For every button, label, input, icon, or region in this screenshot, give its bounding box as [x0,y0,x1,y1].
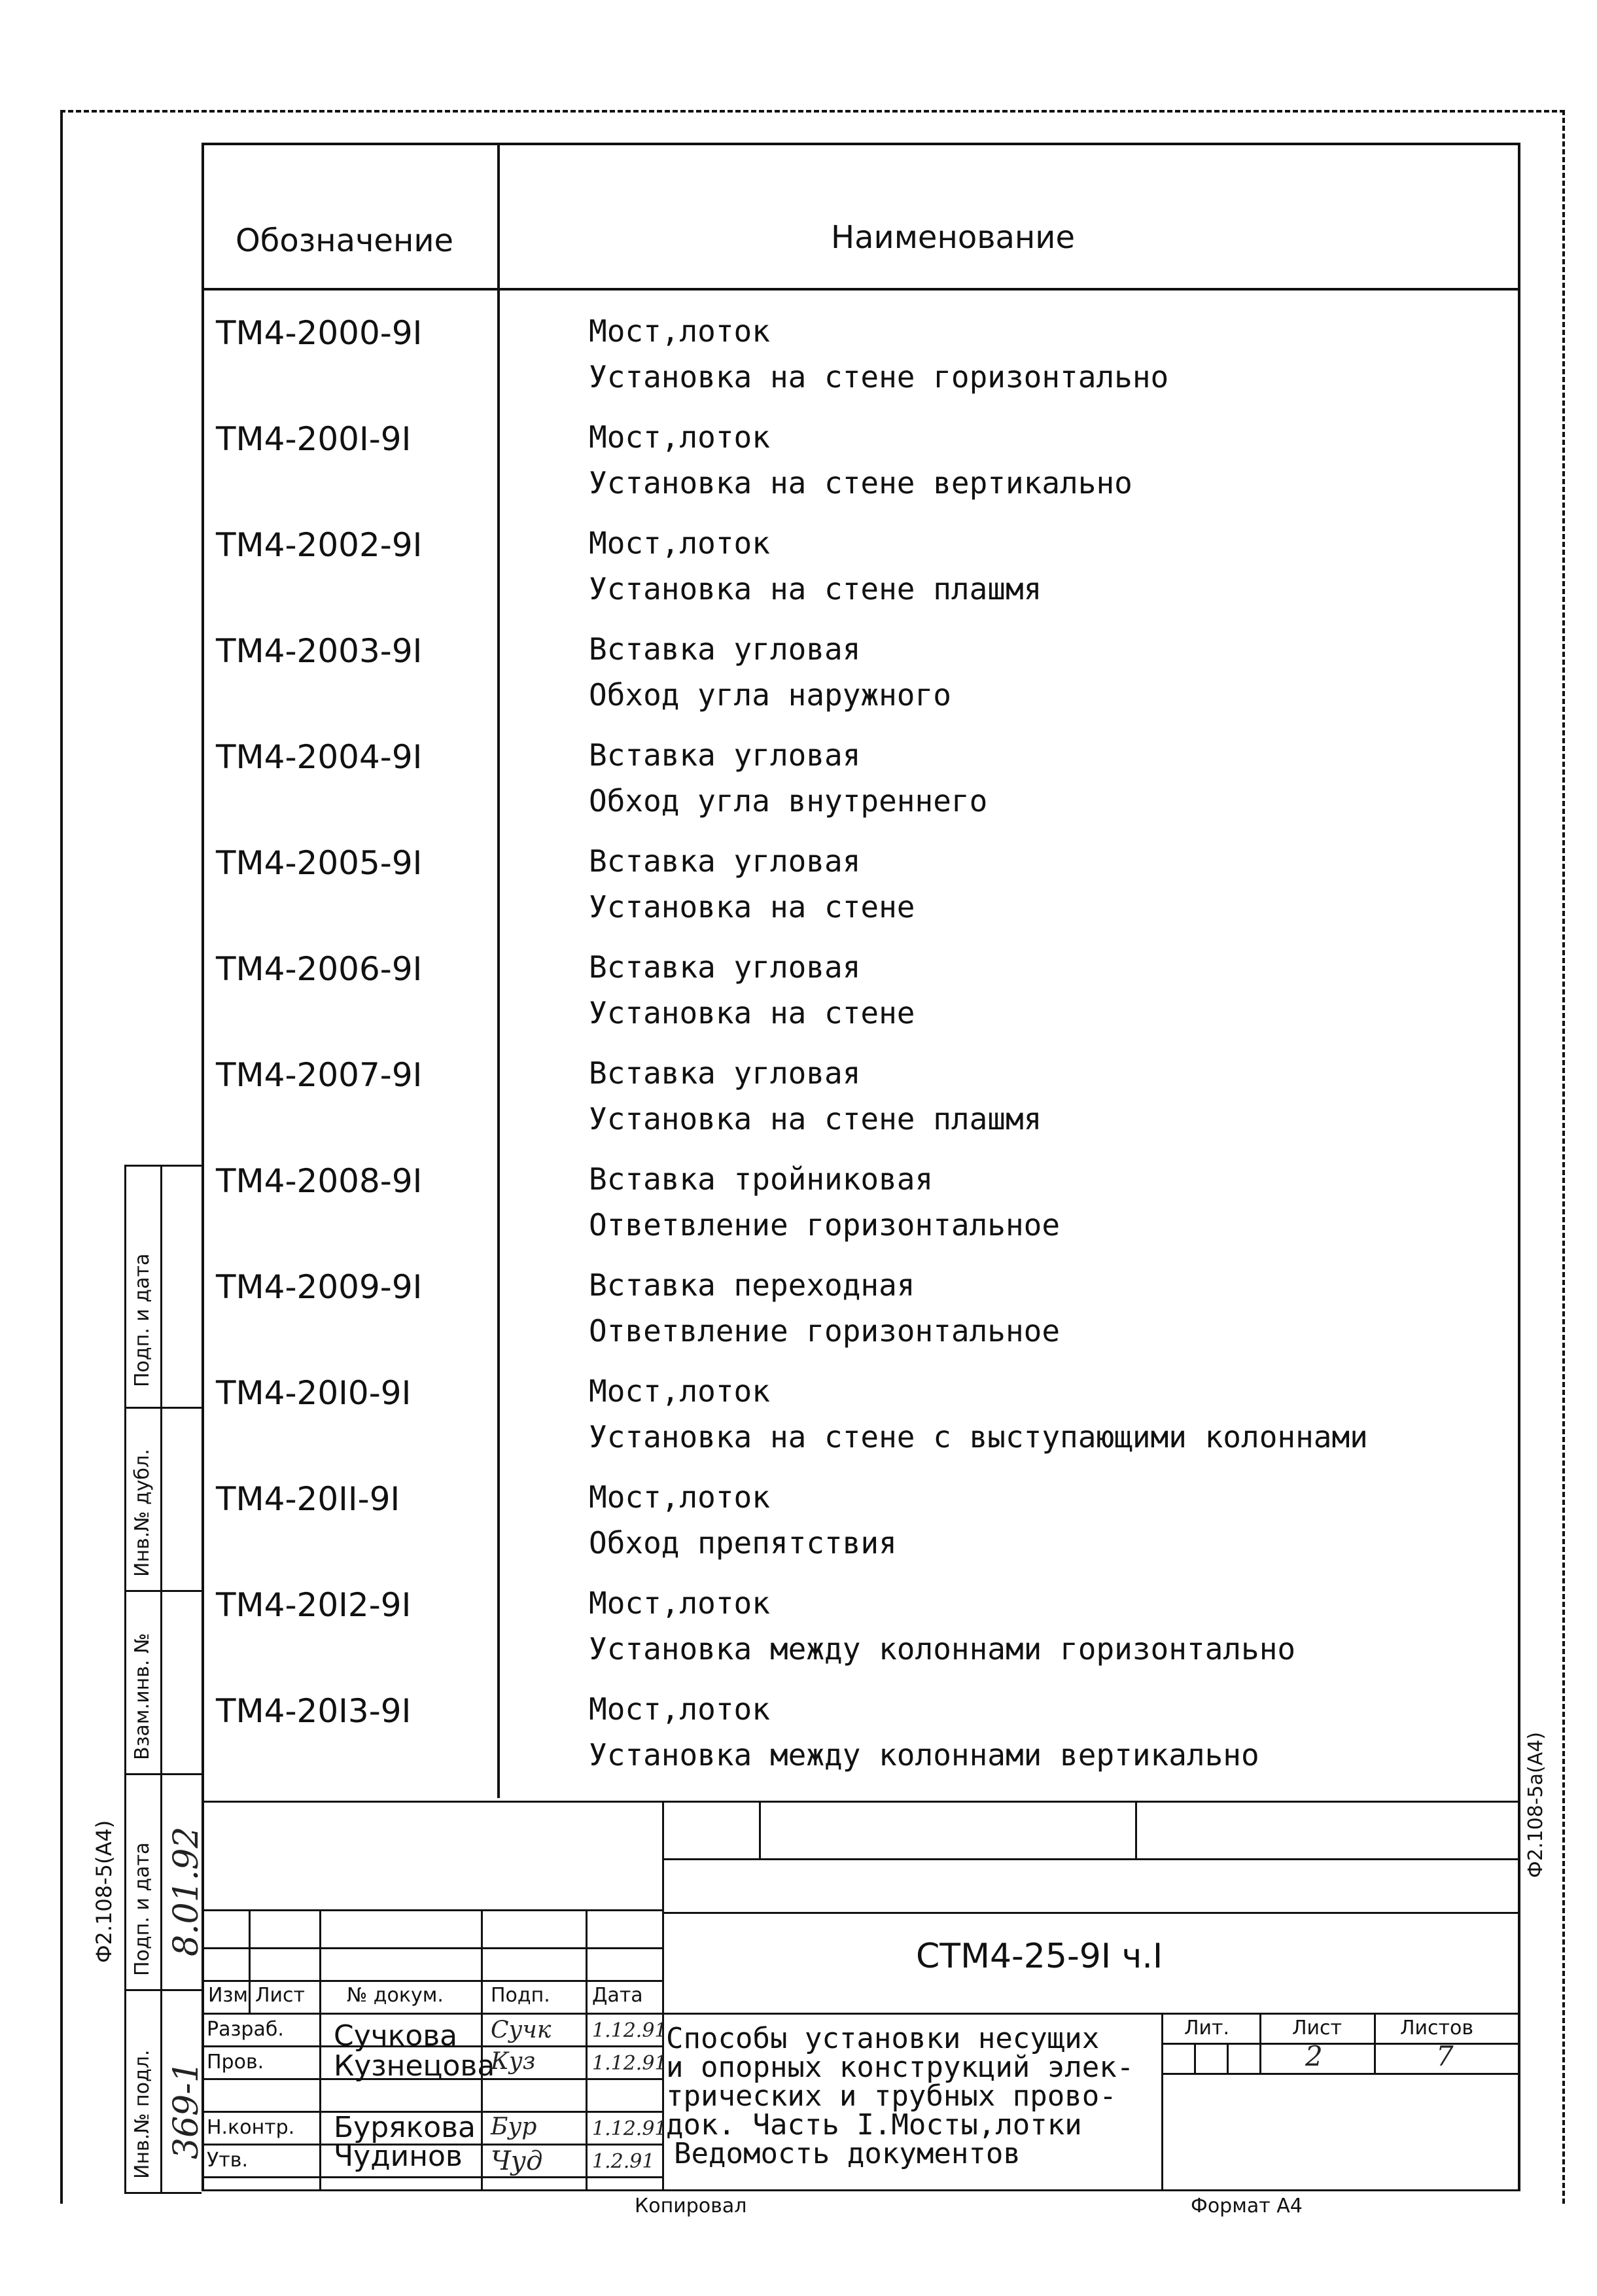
row-name-2: Установка между колоннами вертикально [589,1737,1259,1773]
stamp-v-2 [759,1801,761,1858]
row-name-1: Мост,лоток [589,313,770,349]
row-name-1: Мост,лоток [589,1373,770,1409]
row-name-2: Установка на стене [589,995,915,1031]
row-name-1: Вставка тройниковая [589,1161,934,1197]
handwritten-date: 8.01.92 [167,1826,206,1956]
side-inv-orig: Инв.№ подл. [131,2049,154,2179]
strip-line-4 [124,1773,202,1775]
col-sign: Подп. [491,1984,550,2007]
strip-line-2 [124,1407,202,1409]
stamp-line-d [662,1912,1520,1914]
row-name-1: Вставка угловая [589,1055,861,1091]
row-code: ТМ4-2003-9I [216,632,423,670]
stamp-v-list [319,1909,321,2189]
right-form-code: Ф2.108-5а(А4) [1524,1731,1547,1878]
strip-line-3 [124,1590,202,1592]
stamp-v-izm [249,1909,251,2013]
sign-approver: Чуд [491,2146,543,2176]
row-code: ТМ4-20I0-9I [216,1374,412,1412]
frame-left-line [60,110,63,2204]
col-list: Лист [255,1984,306,2007]
row-name-2: Ответвление горизонтальное [589,1313,1061,1349]
row-name-2: Установка на стене [589,889,915,925]
stamp-lit-line [1161,2043,1520,2045]
stamp-v-lit-a [1194,2043,1196,2073]
strip-line-5 [124,1989,202,1991]
date-norm-control: 1.12.91 [592,2117,667,2140]
frame-right-line [1562,110,1565,2204]
stamp-lit-line-3 [1161,2189,1520,2191]
date-developer: 1.12.91 [592,2019,667,2042]
row-code: ТМ4-2007-9I [216,1056,423,1094]
row-name-1: Вставка переходная [589,1267,915,1303]
row-code: ТМ4-2004-9I [216,738,423,776]
handwritten-inv-number: 369-1 [167,2061,206,2159]
row-code: ТМ4-200I-9I [216,420,412,458]
row-code: ТМ4-2009-9I [216,1268,423,1306]
date-checker: 1.12.91 [592,2052,667,2075]
stamp-v-sheets [1374,2013,1376,2073]
sign-developer: Сучк [491,2017,552,2043]
table-top-line [202,143,1520,145]
row-code: ТМ4-2002-9I [216,526,423,564]
table-column-divider [497,143,500,1798]
row-name-1: Вставка угловая [589,843,861,879]
stamp-line-e [202,1980,662,1982]
stamp-line-c [202,1947,662,1949]
row-name-1: Вставка угловая [589,949,861,985]
row-name-1: Вставка угловая [589,737,861,773]
footer-format: Формат А4 [1191,2195,1303,2217]
row-name-1: Мост,лоток [589,1691,770,1727]
row-name-1: Мост,лоток [589,525,770,561]
row-name-1: Вставка угловая [589,631,861,667]
row-name-1: Мост,лоток [589,1585,770,1621]
role-approver: Утв. [207,2149,248,2172]
sign-norm-control: Бур [491,2113,537,2140]
row-name-2: Обход препятствия [589,1525,897,1561]
side-replace-inv: Взам.инв. № [131,1633,154,1760]
row-name-1: Мост,лоток [589,1479,770,1515]
row-name-2: Установка на стене горизонтально [589,359,1169,395]
strip-mid-line [160,1165,162,2192]
row-name-2: Ответвление горизонтальное [589,1207,1061,1243]
stamp-line-k [202,2176,662,2178]
person-checker: Кузнецова [334,2049,495,2083]
col-doc-no: № докум. [347,1984,444,2007]
strip-line-1 [124,1165,202,1167]
stamp-v-lit [1161,2013,1163,2189]
row-name-2: Установка на стене вертикально [589,465,1132,501]
stamp-line-a [662,1858,1520,1860]
stamp-line-f [202,2013,1520,2015]
side-inv-dup: Инв.№ дубл. [131,1449,154,1577]
stamp-v-3 [1135,1801,1137,1858]
stamp-line-b [202,1909,662,1911]
stamp-v-lit-c [1259,2013,1261,2073]
sheets-label: Листов [1400,2017,1474,2040]
row-name-2: Установка на стене плашмя [589,571,1042,607]
col-izm: Изм [208,1984,249,2007]
table-right-line [1518,143,1520,2191]
row-name-2: Установка между колоннами горизонтально [589,1631,1296,1667]
title-line-3: трических и трубных прово- [666,2079,1117,2113]
lit-label: Лит. [1184,2017,1230,2040]
title-line-5: Ведомость документов [674,2137,1021,2170]
title-line-2: и опорных конструкций элек- [666,2051,1134,2084]
row-code: ТМ4-2000-9I [216,314,423,352]
row-code: ТМ4-20I3-9I [216,1692,412,1730]
title-line-1: Способы установки несущих [666,2022,1100,2055]
row-code: ТМ4-20II-9I [216,1480,400,1518]
stamp-lit-line-2 [1161,2073,1520,2075]
col-date: Дата [592,1984,643,2007]
strip-line-6 [124,2192,202,2194]
person-norm-control: Бурякова [334,2111,476,2144]
doc-code: СТМ4-25-9I ч.I [916,1937,1163,1976]
row-code: ТМ4-2008-9I [216,1162,423,1200]
row-name-1: Мост,лоток [589,419,770,455]
row-name-2: Обход угла внутреннего [589,783,988,819]
stamp-v-sign [586,1909,588,2189]
sheet-number: 2 [1305,2040,1323,2072]
header-designation: Обозначение [236,222,454,259]
person-approver: Чудинов [334,2140,463,2173]
stamp-v-lit-b [1227,2043,1229,2073]
person-developer: Сучкова [334,2019,458,2053]
table-header-line [202,288,1520,291]
sheet-label: Лист [1292,2017,1343,2040]
role-developer: Разраб. [207,2018,284,2041]
title-line-4: док. Часть I.Мосты,лотки [666,2108,1082,2142]
side-sign-date-2: Подп. и дата [131,1842,154,1976]
sign-checker: Куз [491,2048,536,2075]
strip-left-line [124,1165,126,2192]
frame-top-line [60,110,1565,113]
stamp-top-line [202,1801,1520,1803]
row-code: ТМ4-2005-9I [216,844,423,882]
row-code: ТМ4-20I2-9I [216,1586,412,1624]
header-name: Наименование [831,219,1076,256]
row-name-2: Установка на стене плашмя [589,1101,1042,1137]
sheets-count: 7 [1436,2040,1454,2072]
row-name-2: Обход угла наружного [589,677,951,713]
row-code: ТМ4-2006-9I [216,950,423,988]
role-norm-control: Н.контр. [207,2116,295,2139]
row-name-2: Установка на стене с выступающими колоннами [589,1419,1368,1455]
role-checker: Пров. [207,2051,264,2074]
footer-copied: Копировал [635,2195,747,2217]
side-sign-date: Подп. и дата [131,1253,154,1387]
date-approver: 1.2.91 [592,2150,655,2173]
side-form-code: Ф2.108-5(А4) [92,1820,116,1963]
